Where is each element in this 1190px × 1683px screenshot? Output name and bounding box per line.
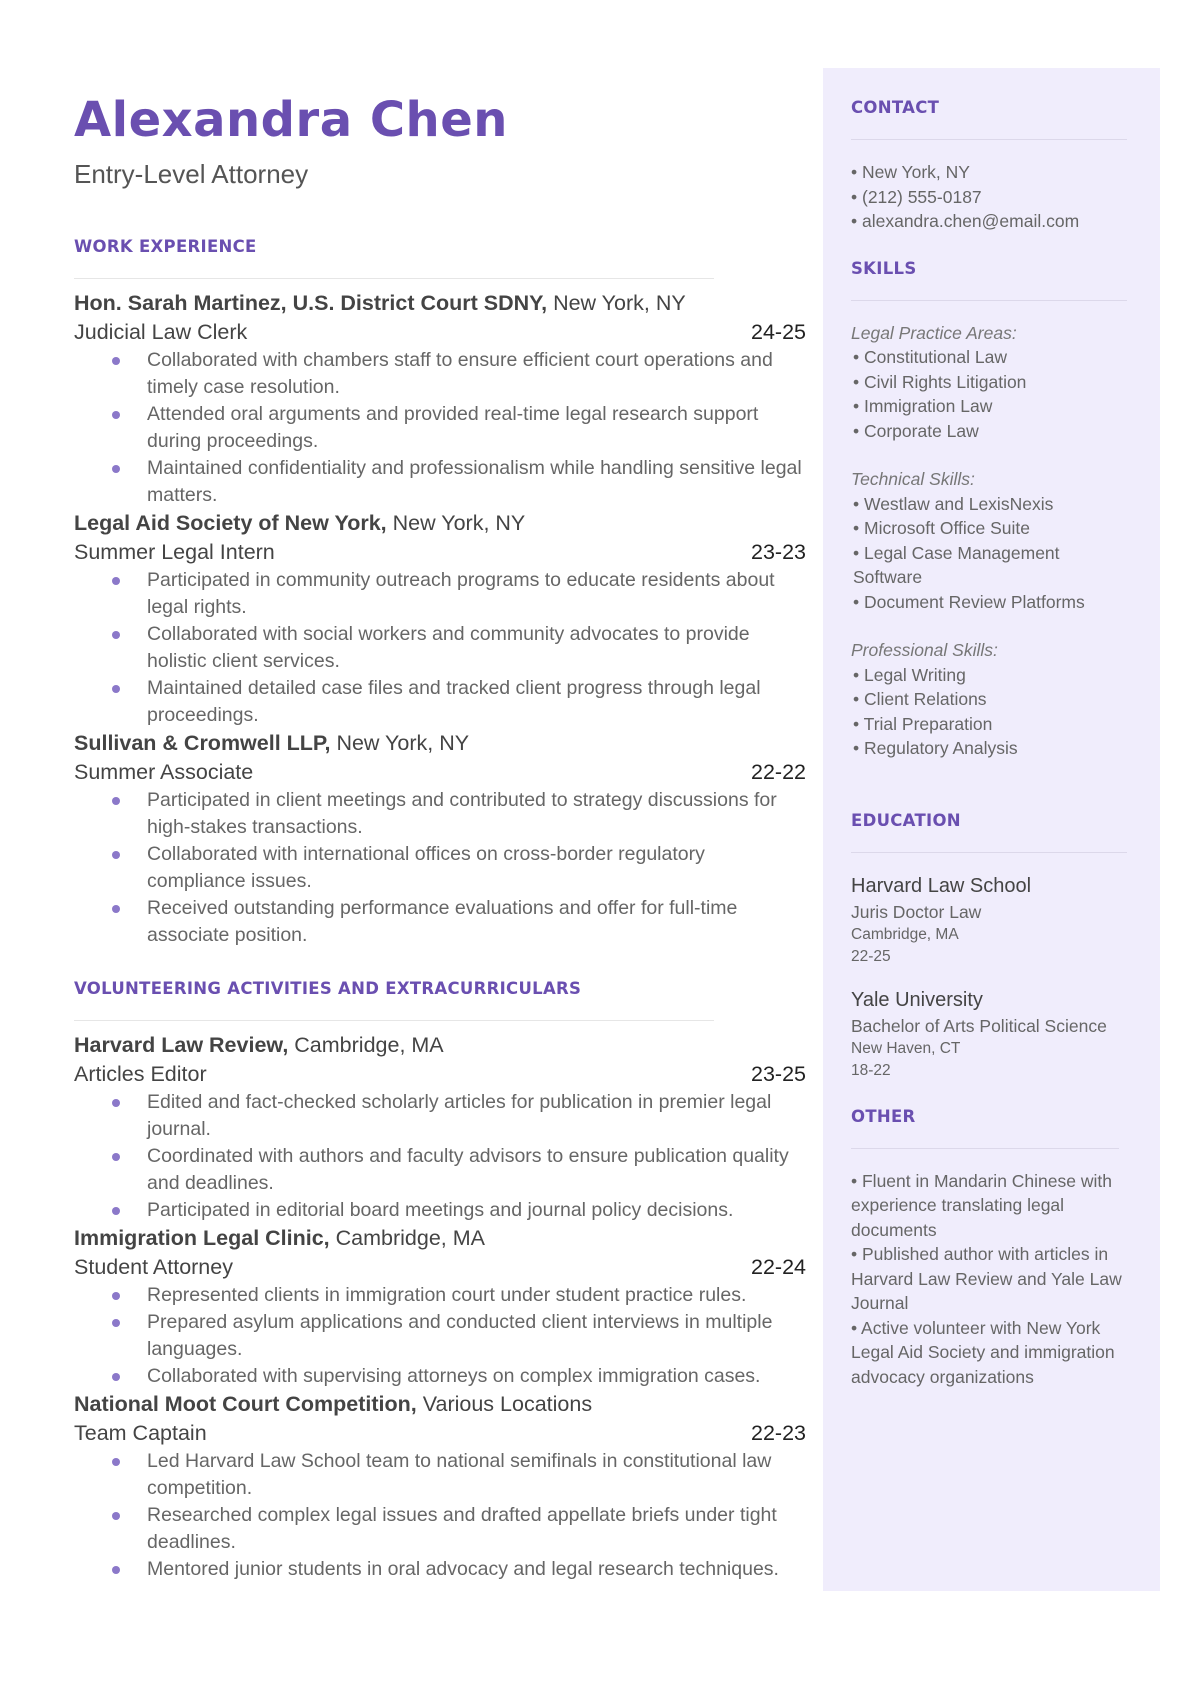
other-heading: OTHER [851, 1106, 916, 1126]
job-role-row [74, 318, 806, 347]
activity-org: Immigration Legal Clinic, [74, 1226, 330, 1250]
job-header [74, 729, 806, 758]
job-org: Sullivan & Cromwell LLP, [74, 731, 331, 755]
activity-date: 23-25 [751, 1062, 806, 1086]
job-location: New York, NY [336, 731, 470, 755]
job-bullets [74, 567, 806, 729]
skill-item: • Trial Preparation [853, 713, 993, 734]
job-org: Legal Aid Society of New York, [74, 511, 387, 535]
skills-heading: SKILLS [851, 258, 917, 278]
activity-header [74, 1031, 806, 1060]
job-role: Summer Associate [74, 760, 254, 784]
activity-role-row [74, 1060, 806, 1089]
education-heading: EDUCATION [851, 810, 961, 830]
skill-item: • Civil Rights Litigation [853, 371, 1027, 392]
contact-email: • alexandra.chen@email.com [851, 211, 1080, 231]
candidate-title: Entry-Level Attorney [74, 159, 309, 189]
education-degree: Juris Doctor Law [851, 901, 982, 922]
work-experience-heading: WORK EXPERIENCE [74, 237, 257, 256]
contact-heading: CONTACT [851, 98, 940, 117]
section-divider [74, 1020, 714, 1021]
contact-location: • New York, NY [851, 162, 970, 182]
activity-header [74, 1390, 806, 1419]
job-bullet: Maintained detailed case files and tracked client progress through legal proceedings. [74, 675, 806, 729]
activity-bullets [74, 1448, 806, 1583]
job-role: Judicial Law Clerk [74, 320, 248, 344]
skill-item: • Legal Writing [853, 664, 966, 685]
other-item: • Active volunteer with New York Legal Aid Society and immigration advocacy organizations [851, 1317, 1115, 1387]
skill-item: • Westlaw and LexisNexis [853, 493, 1054, 514]
other-item: • Published author with articles in Harvard Law Review and Yale Law Journal [851, 1244, 1122, 1313]
skill-item: • Microsoft Office Suite [853, 518, 1030, 538]
education-degree: Bachelor of Arts Political Science [851, 1015, 1107, 1036]
sidebar-divider [851, 1148, 1119, 1149]
activity-org: Harvard Law Review, [74, 1033, 289, 1057]
job-date: 23-23 [751, 540, 806, 564]
sidebar-divider [851, 852, 1127, 853]
activity-header [74, 1224, 806, 1253]
activity-role-row [74, 1253, 806, 1282]
education-entry [851, 987, 1127, 1082]
job-bullet: Collaborated with chambers staff to ensure efficient court operations and timely case resolution. [74, 347, 806, 401]
skill-item: • Client Relations [853, 689, 987, 709]
activity-role: Articles Editor [74, 1062, 207, 1086]
activity-bullet: Edited and fact-checked scholarly articles for publication in premier legal journal. [74, 1089, 806, 1143]
activity-bullet: Led Harvard Law School team to national semifinals in constitutional law competition. [74, 1448, 806, 1502]
education-location: Cambridge, MA [851, 925, 959, 943]
candidate-name: Alexandra Chen [74, 92, 508, 148]
skill-group-label: Technical Skills: [851, 469, 975, 489]
job-bullets [74, 787, 806, 949]
education-school: Harvard Law School [851, 874, 1032, 897]
activity-date: 22-24 [751, 1255, 806, 1279]
job-role-row [74, 758, 806, 787]
activity-role: Student Attorney [74, 1255, 233, 1279]
job-bullet: Participated in client meetings and contributed to strategy discussions for high-stakes transactions. [74, 787, 806, 841]
activity-bullet: Represented clients in immigration court under student practice rules. [74, 1282, 806, 1309]
activity-location: Cambridge, MA [294, 1033, 444, 1057]
education-school: Yale University [851, 988, 983, 1011]
job-entry [74, 729, 806, 949]
job-date: 22-22 [751, 760, 806, 784]
activity-role-row [74, 1419, 806, 1448]
education-location: New Haven, CT [851, 1039, 961, 1057]
job-bullet: Maintained confidentiality and professionalism while handling sensitive legal matters. [74, 455, 806, 509]
job-bullet: Attended oral arguments and provided real-time legal research support during proceedings. [74, 401, 806, 455]
job-role-row [74, 538, 806, 567]
job-entry [74, 509, 806, 729]
activity-bullets [74, 1089, 806, 1224]
job-header [74, 509, 806, 538]
activity-bullet: Participated in editorial board meetings and journal policy decisions. [74, 1197, 806, 1224]
job-bullets [74, 347, 806, 509]
activity-bullet: Coordinated with authors and faculty advisors to ensure publication quality and deadlines. [74, 1143, 806, 1197]
volunteering-heading: VOLUNTEERING ACTIVITIES AND EXTRACURRICULARS [74, 979, 582, 998]
activity-bullet: Prepared asylum applications and conducted client interviews in multiple languages. [74, 1309, 806, 1363]
activity-bullet: Mentored junior students in oral advocacy and legal research techniques. [74, 1556, 806, 1583]
job-date: 24-25 [751, 320, 806, 344]
job-role: Summer Legal Intern [74, 540, 275, 564]
skill-item: • Immigration Law [853, 396, 993, 416]
job-bullet: Collaborated with international offices on cross-border regulatory compliance issues. [74, 841, 806, 895]
job-bullet: Received outstanding performance evaluations and offer for full-time associate position. [74, 895, 806, 949]
activity-entry [74, 1390, 806, 1583]
job-bullet: Participated in community outreach programs to educate residents about legal rights. [74, 567, 806, 621]
activity-entry [74, 1224, 806, 1390]
skill-group-label: Legal Practice Areas: [851, 322, 1017, 343]
education-date: 18-22 [851, 1061, 891, 1079]
contact-phone: • (212) 555-0187 [851, 186, 982, 207]
education-date: 22-25 [851, 947, 891, 965]
skill-group-label: Professional Skills: [851, 640, 998, 660]
activity-bullet: Researched complex legal issues and drafted appellate briefs under tight deadlines. [74, 1502, 806, 1556]
sidebar-divider [851, 139, 1127, 140]
job-header [74, 289, 806, 318]
job-entry [74, 289, 806, 509]
activity-bullet: Collaborated with supervising attorneys on complex immigration cases. [74, 1363, 806, 1390]
sidebar [823, 68, 1160, 1591]
skill-item: • Constitutional Law [853, 347, 1007, 367]
activity-role: Team Captain [74, 1421, 207, 1445]
job-location: New York, NY [553, 291, 686, 315]
activity-org: National Moot Court Competition, [74, 1392, 417, 1416]
activity-entry [74, 1031, 806, 1224]
skill-item: • Regulatory Analysis [853, 738, 1018, 758]
activity-location: Cambridge, MA [335, 1226, 485, 1250]
activity-date: 22-23 [751, 1421, 806, 1445]
skill-item: • Corporate Law [853, 420, 979, 441]
job-org: Hon. Sarah Martinez, U.S. District Court SDNY, [74, 291, 548, 315]
section-divider [74, 278, 714, 279]
job-bullet: Collaborated with social workers and community advocates to provide holistic client services. [74, 621, 806, 675]
sidebar-content [851, 98, 1127, 1389]
education-entry [851, 873, 1127, 968]
skill-item: • Document Review Platforms [853, 591, 1085, 612]
activity-bullets [74, 1282, 806, 1390]
other-item: • Fluent in Mandarin Chinese with experience translating legal documents [851, 1170, 1112, 1240]
activity-location: Various Locations [422, 1392, 593, 1416]
job-location: New York, NY [392, 511, 526, 535]
main-column [74, 90, 806, 1583]
skill-item: • Legal Case Management Software [853, 542, 1060, 587]
sidebar-divider [851, 300, 1127, 301]
